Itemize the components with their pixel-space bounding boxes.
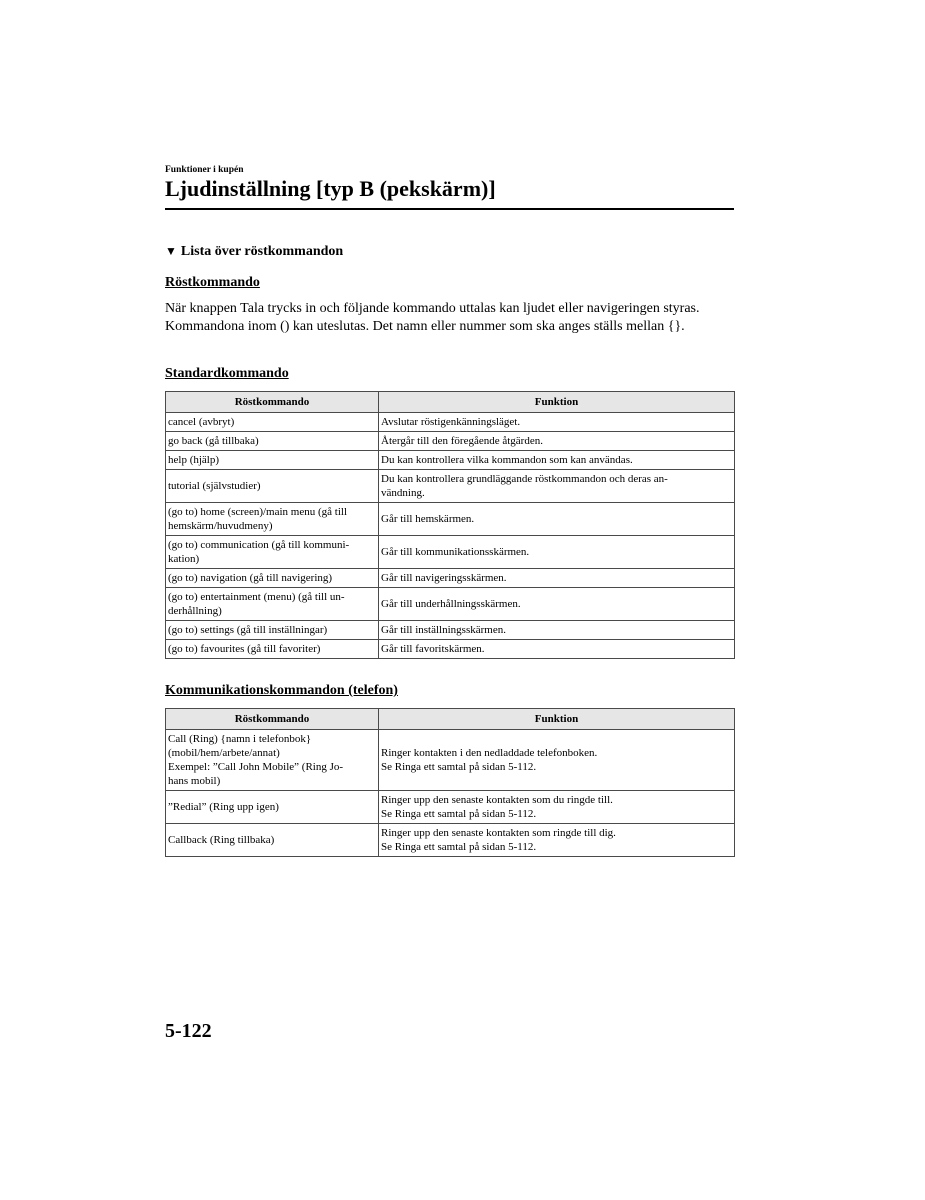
command-cell: tutorial (självstudier) <box>166 470 379 503</box>
command-cell: Call (Ring) {namn i telefonbok} (mobil/hem/arbete/annat) Exempel: ”Call John Mobile” (Ring Jo- hans mobil) <box>166 730 379 791</box>
function-cell: Du kan kontrollera grundläggande röstkommandon och deras an- vändning. <box>379 470 735 503</box>
table-row <box>166 451 735 470</box>
table-row <box>166 432 735 451</box>
table-header-row <box>166 709 735 730</box>
function-cell: Du kan kontrollera vilka kommandon som kan användas. <box>379 451 735 470</box>
rostkommando-heading: Röstkommando <box>165 275 260 290</box>
function-cell: Går till kommunikationsskärmen. <box>379 536 735 569</box>
function-cell: Går till hemskärmen. <box>379 503 735 536</box>
table-row <box>166 824 735 857</box>
function-cell: Går till inställningsskärmen. <box>379 621 735 640</box>
table-row <box>166 536 735 569</box>
title-divider <box>165 208 734 210</box>
column-header-function: Funktion <box>379 392 735 413</box>
function-cell: Återgår till den föregående åtgärden. <box>379 432 735 451</box>
manual-page <box>165 0 734 1200</box>
table-row <box>166 569 735 588</box>
function-cell: Avslutar röstigenkänningsläget. <box>379 413 735 432</box>
command-cell: go back (gå tillbaka) <box>166 432 379 451</box>
communication-command-table <box>165 708 735 857</box>
command-cell: (go to) home (screen)/main menu (gå till hemskärm/huvudmeny) <box>166 503 379 536</box>
standard-command-table <box>165 391 735 659</box>
intro-paragraph: När knappen Tala trycks in och följande kommando uttalas kan ljudet eller navigeringen styras. Kommandona inom () kan uteslutas. Det namn eller nummer som ska anges ställs mellan {}. <box>165 301 700 334</box>
function-cell: Ringer upp den senaste kontakten som ringde till dig. Se Ringa ett samtal på sidan 5-112. <box>379 824 735 857</box>
function-cell: Ringer upp den senaste kontakten som du ringde till. Se Ringa ett samtal på sidan 5-112. <box>379 791 735 824</box>
command-cell: Callback (Ring tillbaka) <box>166 824 379 857</box>
command-cell: (go to) favourites (gå till favoriter) <box>166 640 379 659</box>
command-cell: ”Redial” (Ring upp igen) <box>166 791 379 824</box>
table-row <box>166 621 735 640</box>
standard-heading: Standardkommando <box>165 366 289 381</box>
command-cell: (go to) communication (gå till kommuni- kation) <box>166 536 379 569</box>
command-cell: (go to) navigation (gå till navigering) <box>166 569 379 588</box>
function-cell: Ringer kontakten i den nedladdade telefonboken. Se Ringa ett samtal på sidan 5-112. <box>379 730 735 791</box>
command-cell: (go to) settings (gå till inställningar) <box>166 621 379 640</box>
table-row <box>166 503 735 536</box>
command-cell: help (hjälp) <box>166 451 379 470</box>
page-number: 5-122 <box>165 1020 212 1042</box>
function-cell: Går till favoritskärmen. <box>379 640 735 659</box>
table-header-row <box>166 392 735 413</box>
function-cell: Går till navigeringsskärmen. <box>379 569 735 588</box>
triangle-down-icon: ▼ <box>165 244 177 258</box>
table-row <box>166 588 735 621</box>
table-row <box>166 470 735 503</box>
column-header-function: Funktion <box>379 709 735 730</box>
list-subheading-text: Lista över röstkommandon <box>180 244 344 259</box>
table-row <box>166 413 735 432</box>
table-row <box>166 730 735 791</box>
table-row <box>166 640 735 659</box>
command-cell: cancel (avbryt) <box>166 413 379 432</box>
function-cell: Går till underhållningsskärmen. <box>379 588 735 621</box>
table-row <box>166 791 735 824</box>
column-header-command: Röstkommando <box>166 709 379 730</box>
section-label: Funktioner i kupén <box>165 165 244 175</box>
kommunikation-heading: Kommunikationskommandon (telefon) <box>165 683 398 698</box>
command-cell: (go to) entertainment (menu) (gå till un- derhållning) <box>166 588 379 621</box>
page-title: Ljudinställning [typ B (pekskärm)] <box>165 176 496 201</box>
list-subheading <box>165 244 343 260</box>
column-header-command: Röstkommando <box>166 392 379 413</box>
